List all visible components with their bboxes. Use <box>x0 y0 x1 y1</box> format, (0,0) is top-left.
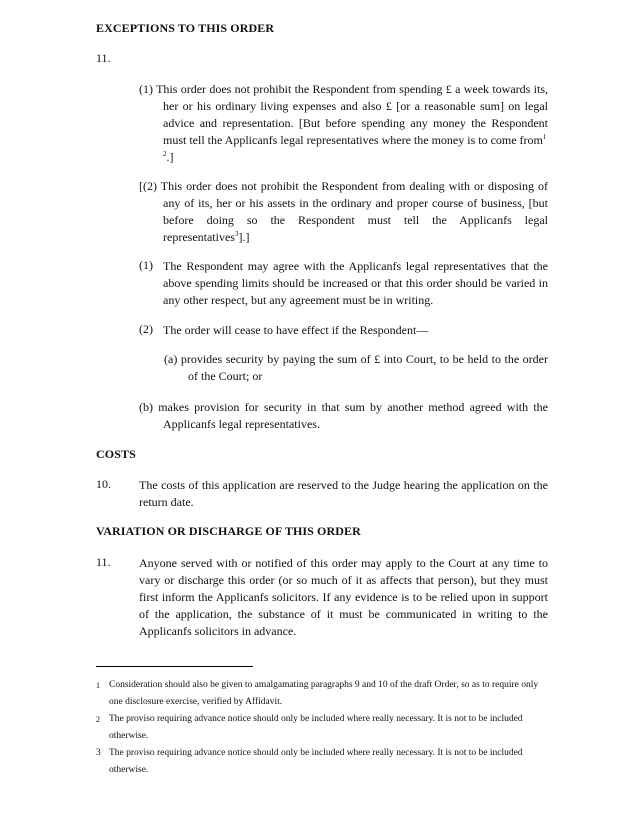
paragraph-assets-exception <box>139 178 548 246</box>
paragraph-end: .] <box>166 150 174 164</box>
variation-number: 11. <box>96 555 111 569</box>
footnote-text: The proviso requiring advance notice should only be included where really necessary. It is not to be included otherwise. <box>109 748 523 775</box>
footnote-ref-2: 2 <box>163 150 167 158</box>
subparagraph-label: (1) <box>139 258 153 272</box>
footnote-ref-1: 1 <box>542 133 547 141</box>
variation-heading: VARIATION OR DISCHARGE OF THIS ORDER <box>96 524 361 538</box>
paragraph-text: [(2) This order does not prohibit the Respondent from dealing with or disposing of any of its, her or his assets in the ordinary and proper course of business, [but before doing so the Respondent must tell the Applicanfs legal representatives <box>139 179 548 244</box>
costs-heading: COSTS <box>96 447 136 461</box>
footnote-marker: 3 <box>96 748 101 758</box>
exceptions-heading: EXCEPTIONS TO THIS ORDER <box>96 21 275 35</box>
paragraph-end: ].] <box>238 230 250 244</box>
footnote-marker: 2 <box>96 715 100 724</box>
paragraph-variation: Anyone served with or notified of this order may apply to the Court at any time to vary or discharge this order (or so much of it as affects that person), but they must first inform the Applicanfs solicitors. If any evidence is to be relied upon in support of the application, the substance of it must be communicated in writing to the Applicanfs solicitors in advance. <box>139 556 548 638</box>
paragraph-costs: The costs of this application are reserved to the Judge hearing the application on the return date. <box>139 478 548 509</box>
paragraph-spending-exception <box>139 81 548 166</box>
footnote-text: Consideration should also be given to amalgamating paragraphs 9 and 10 of the draft Order, so as to require only one disclosure exercise, verified by Affidavit. <box>109 680 539 707</box>
footnote-text: The proviso requiring advance notice should only be included where really necessary. It is not to be included otherwise. <box>109 714 523 741</box>
exceptions-number: 11. <box>96 51 111 65</box>
paragraph-text: (1) This order does not prohibit the Respondent from spending £ a week towards its, her or his ordinary living expenses and also £ [or a reasonable sum] on legal advice and representation. [But before spending any money the Respondent must tell the Applicanfs legal representatives where the money is to come from <box>139 82 548 147</box>
paragraph-cease-effect: The order will cease to have effect if the Respondent— <box>163 323 429 337</box>
costs-number: 10. <box>96 477 111 491</box>
footnote-2 <box>96 711 548 745</box>
footnote-ref-3: 3 <box>234 230 239 238</box>
paragraph-security-court: (a) provides security by paying the sum of £ into Court, to be held to the order of the Court; or <box>164 352 548 383</box>
subparagraph-label: (2) <box>139 322 153 336</box>
footnote-3 <box>96 745 548 779</box>
footnote-divider <box>96 666 253 667</box>
footnote-marker: 1 <box>96 681 100 690</box>
paragraph-security-method: (b) makes provision for security in that sum by another method agreed with the Applicanfs legal representatives. <box>139 400 548 431</box>
footnote-1 <box>96 677 548 711</box>
paragraph-agreement: The Respondent may agree with the Applicanfs legal representatives that the above spending limits should be increased or that this order should be varied in any other respect, but any agreement must be in writing. <box>163 259 548 307</box>
